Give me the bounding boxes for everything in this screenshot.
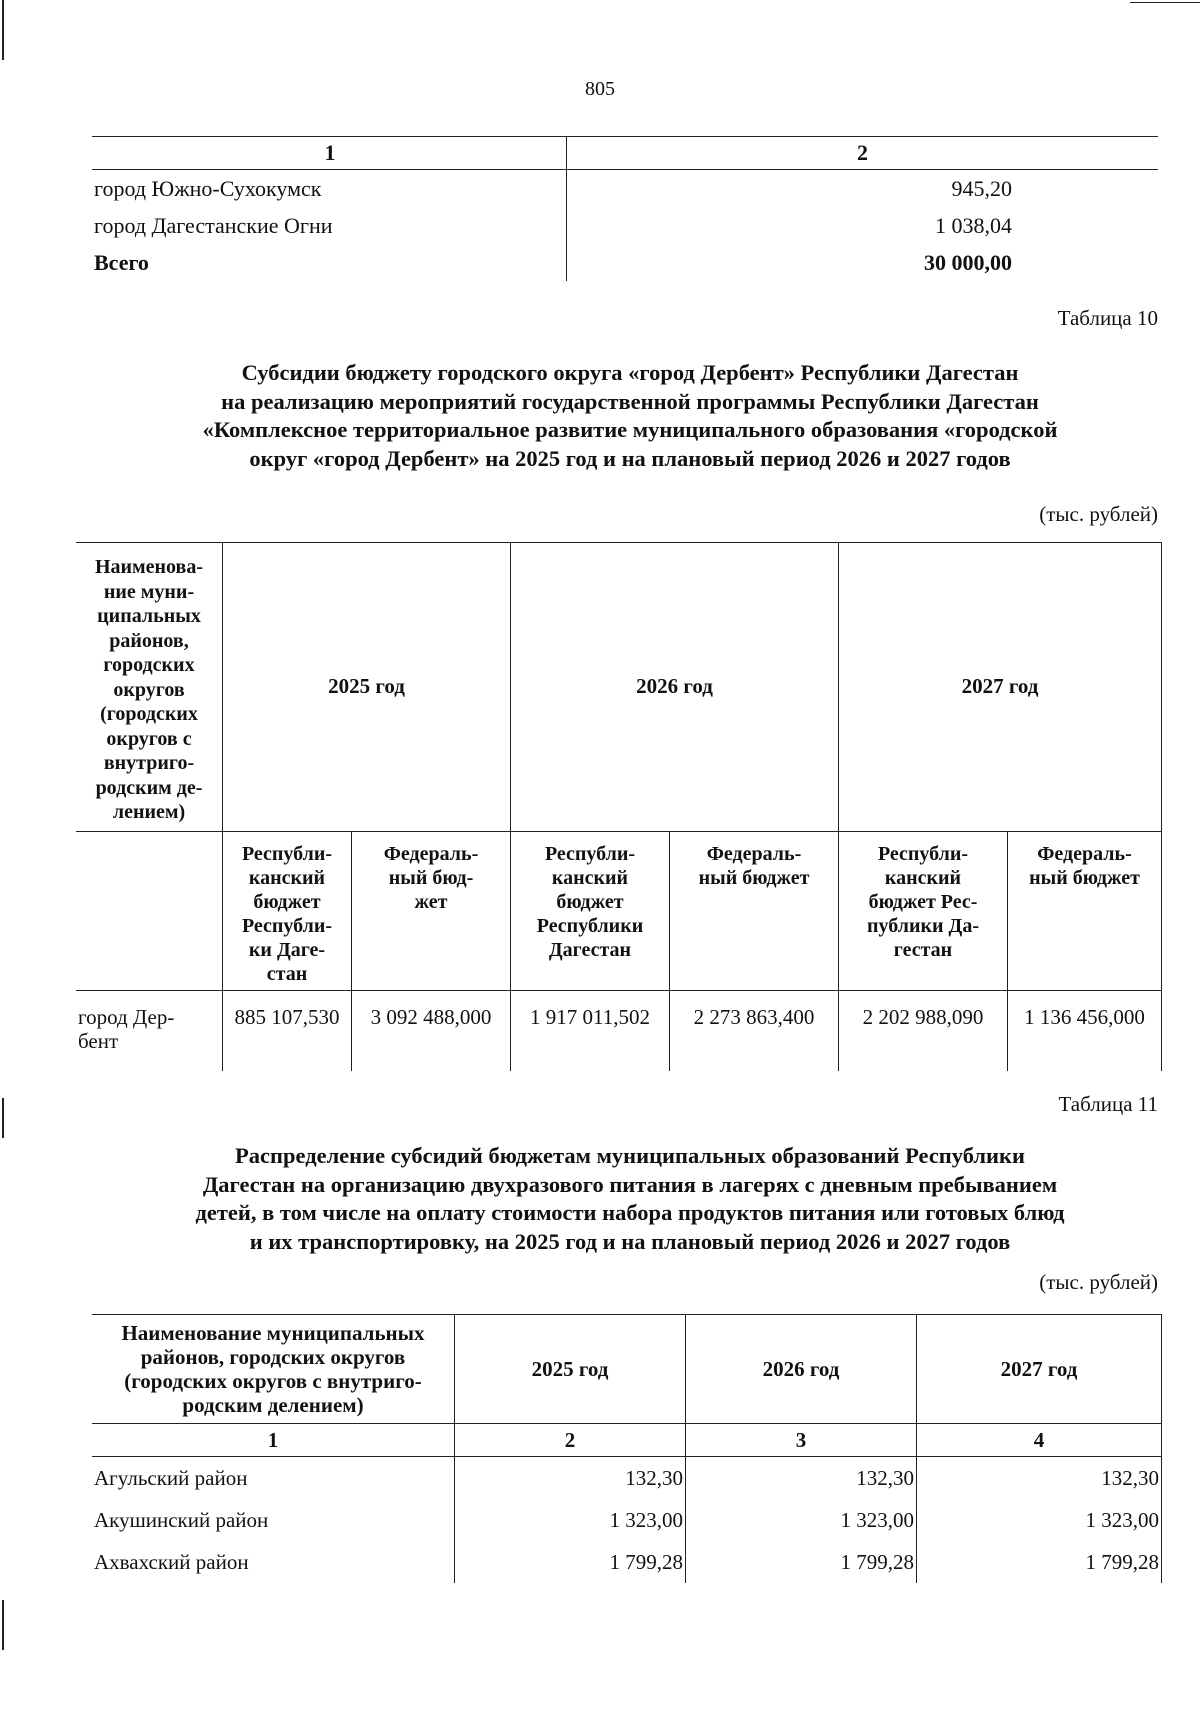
top-right-rule	[1130, 2, 1200, 3]
table-caption: Таблица 11	[1058, 1092, 1158, 1116]
total-value: 30 000,00	[567, 244, 1159, 281]
year-header: 2025 год	[455, 1315, 686, 1424]
row-name-line: город Дер-	[78, 1004, 175, 1029]
title-line: округ «город Дербент» на 2025 год и на плановый период 2026 и 2027 годов	[249, 445, 1011, 471]
header-line: бюджет Рес-	[868, 890, 978, 913]
sub-header-row	[76, 831, 1162, 990]
cell-value: 2 273 863,400	[670, 990, 839, 1071]
header-line: стан	[266, 962, 308, 985]
cell-value: 1 323,00	[455, 1499, 686, 1541]
units-label: (тыс. рублей)	[1039, 502, 1158, 526]
year-header: 2025 год	[223, 543, 511, 832]
title-line: Субсидии бюджету городского округа «город Дербент» Республики Дагестан	[241, 360, 1019, 385]
year-header: 2026 год	[686, 1315, 917, 1424]
header-line: округов	[113, 678, 185, 701]
title-line: на реализацию мероприятий государственной программы Республики Дагестан	[221, 388, 1039, 414]
total-label: Всего	[94, 249, 149, 275]
header-line: гестан	[893, 938, 953, 961]
header-line: Федераль-	[706, 842, 802, 865]
header-line: бюджет	[556, 890, 624, 913]
header-line: Наименова-	[94, 556, 204, 578]
table-caption: Таблица 10	[1057, 306, 1158, 330]
table-row	[76, 990, 1162, 1071]
units-label: (тыс. рублей)	[1039, 1270, 1158, 1294]
total-row	[92, 244, 1158, 281]
table-row	[92, 170, 1158, 208]
header-line: бюджет	[253, 890, 321, 913]
cell-value: 1 136 456,000	[1008, 990, 1162, 1071]
table-title	[110, 1142, 1150, 1256]
column-number: 1	[92, 137, 567, 170]
header-line: ный бюджет	[1029, 866, 1140, 889]
table-row	[92, 1457, 1162, 1500]
cell-value: 3 092 488,000	[352, 990, 511, 1071]
header-line: ный бюджет	[698, 866, 810, 889]
title-line: «Комплексное территориальное развитие муниципального образования «городской	[202, 417, 1058, 442]
name-column-header	[76, 543, 223, 832]
header-line: Республи-	[241, 842, 333, 865]
budget-header	[1008, 831, 1162, 990]
header-line: Республики	[536, 914, 644, 937]
margin-mark	[2, 0, 4, 60]
header-line: Республи-	[877, 842, 969, 865]
header-line: ки Даге-	[248, 938, 326, 961]
row-name-line: бент	[78, 1028, 119, 1053]
budget-header	[511, 831, 670, 990]
cell-value: 1 323,00	[686, 1499, 917, 1541]
budget-header	[670, 831, 839, 990]
header-line: ние муни-	[103, 580, 195, 603]
header-line: Республи-	[241, 914, 333, 937]
table-header-row	[92, 1315, 1162, 1424]
margin-mark	[2, 1600, 4, 1650]
header-line: районов,	[109, 629, 189, 652]
header-line: Республи-	[544, 842, 636, 865]
header-line: жет	[414, 890, 448, 913]
column-number: 2	[567, 137, 1159, 170]
header-line: Наименование муниципальных	[121, 1321, 425, 1345]
margin-mark	[2, 1098, 4, 1138]
cell-value: 885 107,530	[223, 990, 352, 1071]
row-name: Агульский район	[92, 1457, 455, 1500]
header-line: лением)	[112, 801, 186, 823]
header-line: Федераль-	[1037, 842, 1132, 865]
header-line: (городских округов с внутриго-	[124, 1369, 422, 1393]
row-name: Акушинский район	[92, 1499, 455, 1541]
budget-header	[839, 831, 1008, 990]
year-header: 2026 год	[511, 543, 839, 832]
table-header-row	[92, 137, 1158, 170]
header-line: публики Да-	[867, 914, 979, 937]
column-number: 3	[686, 1424, 917, 1457]
header-line: ципальных	[97, 605, 201, 627]
title-line: Распределение субсидий бюджетам муниципальных образований Республики	[235, 1143, 1025, 1168]
row-name: город Дагестанские Огни	[94, 212, 333, 238]
header-line: ный бюд-	[388, 866, 474, 889]
column-number: 1	[92, 1424, 455, 1457]
column-number: 2	[455, 1424, 686, 1457]
row-value: 1 038,04	[567, 207, 1159, 244]
cell-value: 132,30	[686, 1457, 917, 1500]
header-line: Федераль-	[383, 842, 479, 865]
header-line: внутриго-	[103, 752, 195, 774]
header-line: канский	[884, 866, 962, 889]
header-line: канский	[248, 866, 326, 889]
continued-table	[92, 136, 1158, 281]
subsidy-table-10	[76, 542, 1162, 1071]
cell-value: 1 917 011,502	[511, 990, 670, 1071]
empty-cell	[76, 831, 223, 990]
header-line: родским де-	[95, 776, 203, 799]
table-row	[92, 1541, 1162, 1583]
title-line: детей, в том числе на оплату стоимости набора продуктов питания или готовых блюд	[195, 1200, 1065, 1225]
row-value: 945,20	[567, 170, 1159, 208]
year-header: 2027 год	[839, 543, 1162, 832]
cell-value: 1 799,28	[686, 1541, 917, 1583]
budget-header	[352, 831, 511, 990]
column-number-row	[92, 1424, 1162, 1457]
row-name	[76, 990, 223, 1071]
header-line: канский	[551, 866, 629, 889]
name-column-header	[92, 1315, 455, 1424]
cell-value: 1 323,00	[917, 1499, 1162, 1541]
table-header-row	[76, 543, 1162, 832]
header-line: районов, городских округов	[140, 1345, 406, 1369]
header-line: округов с	[106, 727, 192, 750]
header-line: (городских	[100, 703, 198, 725]
column-number: 4	[917, 1424, 1162, 1457]
cell-value: 132,30	[917, 1457, 1162, 1500]
row-name: город Южно-Сухокумск	[94, 175, 322, 201]
title-line: Дагестан на организацию двухразового питания в лагерях с дневным пребыванием	[202, 1171, 1058, 1197]
table-row	[92, 1499, 1162, 1541]
cell-value: 1 799,28	[455, 1541, 686, 1583]
row-name: Ахвахский район	[92, 1541, 455, 1583]
cell-value: 132,30	[455, 1457, 686, 1500]
page-number: 805	[585, 78, 615, 100]
title-line: и их транспортировку, на 2025 год и на плановый период 2026 и 2027 годов	[249, 1228, 1011, 1254]
table-title	[110, 359, 1150, 473]
cell-value: 2 202 988,090	[839, 990, 1008, 1071]
table-row	[92, 207, 1158, 244]
budget-header	[223, 831, 352, 990]
cell-value: 1 799,28	[917, 1541, 1162, 1583]
subsidy-table-11	[92, 1314, 1162, 1583]
year-header: 2027 год	[917, 1315, 1162, 1424]
header-line: городских	[103, 654, 195, 676]
header-line: родским делением)	[182, 1393, 364, 1417]
header-line: Дагестан	[548, 938, 632, 961]
